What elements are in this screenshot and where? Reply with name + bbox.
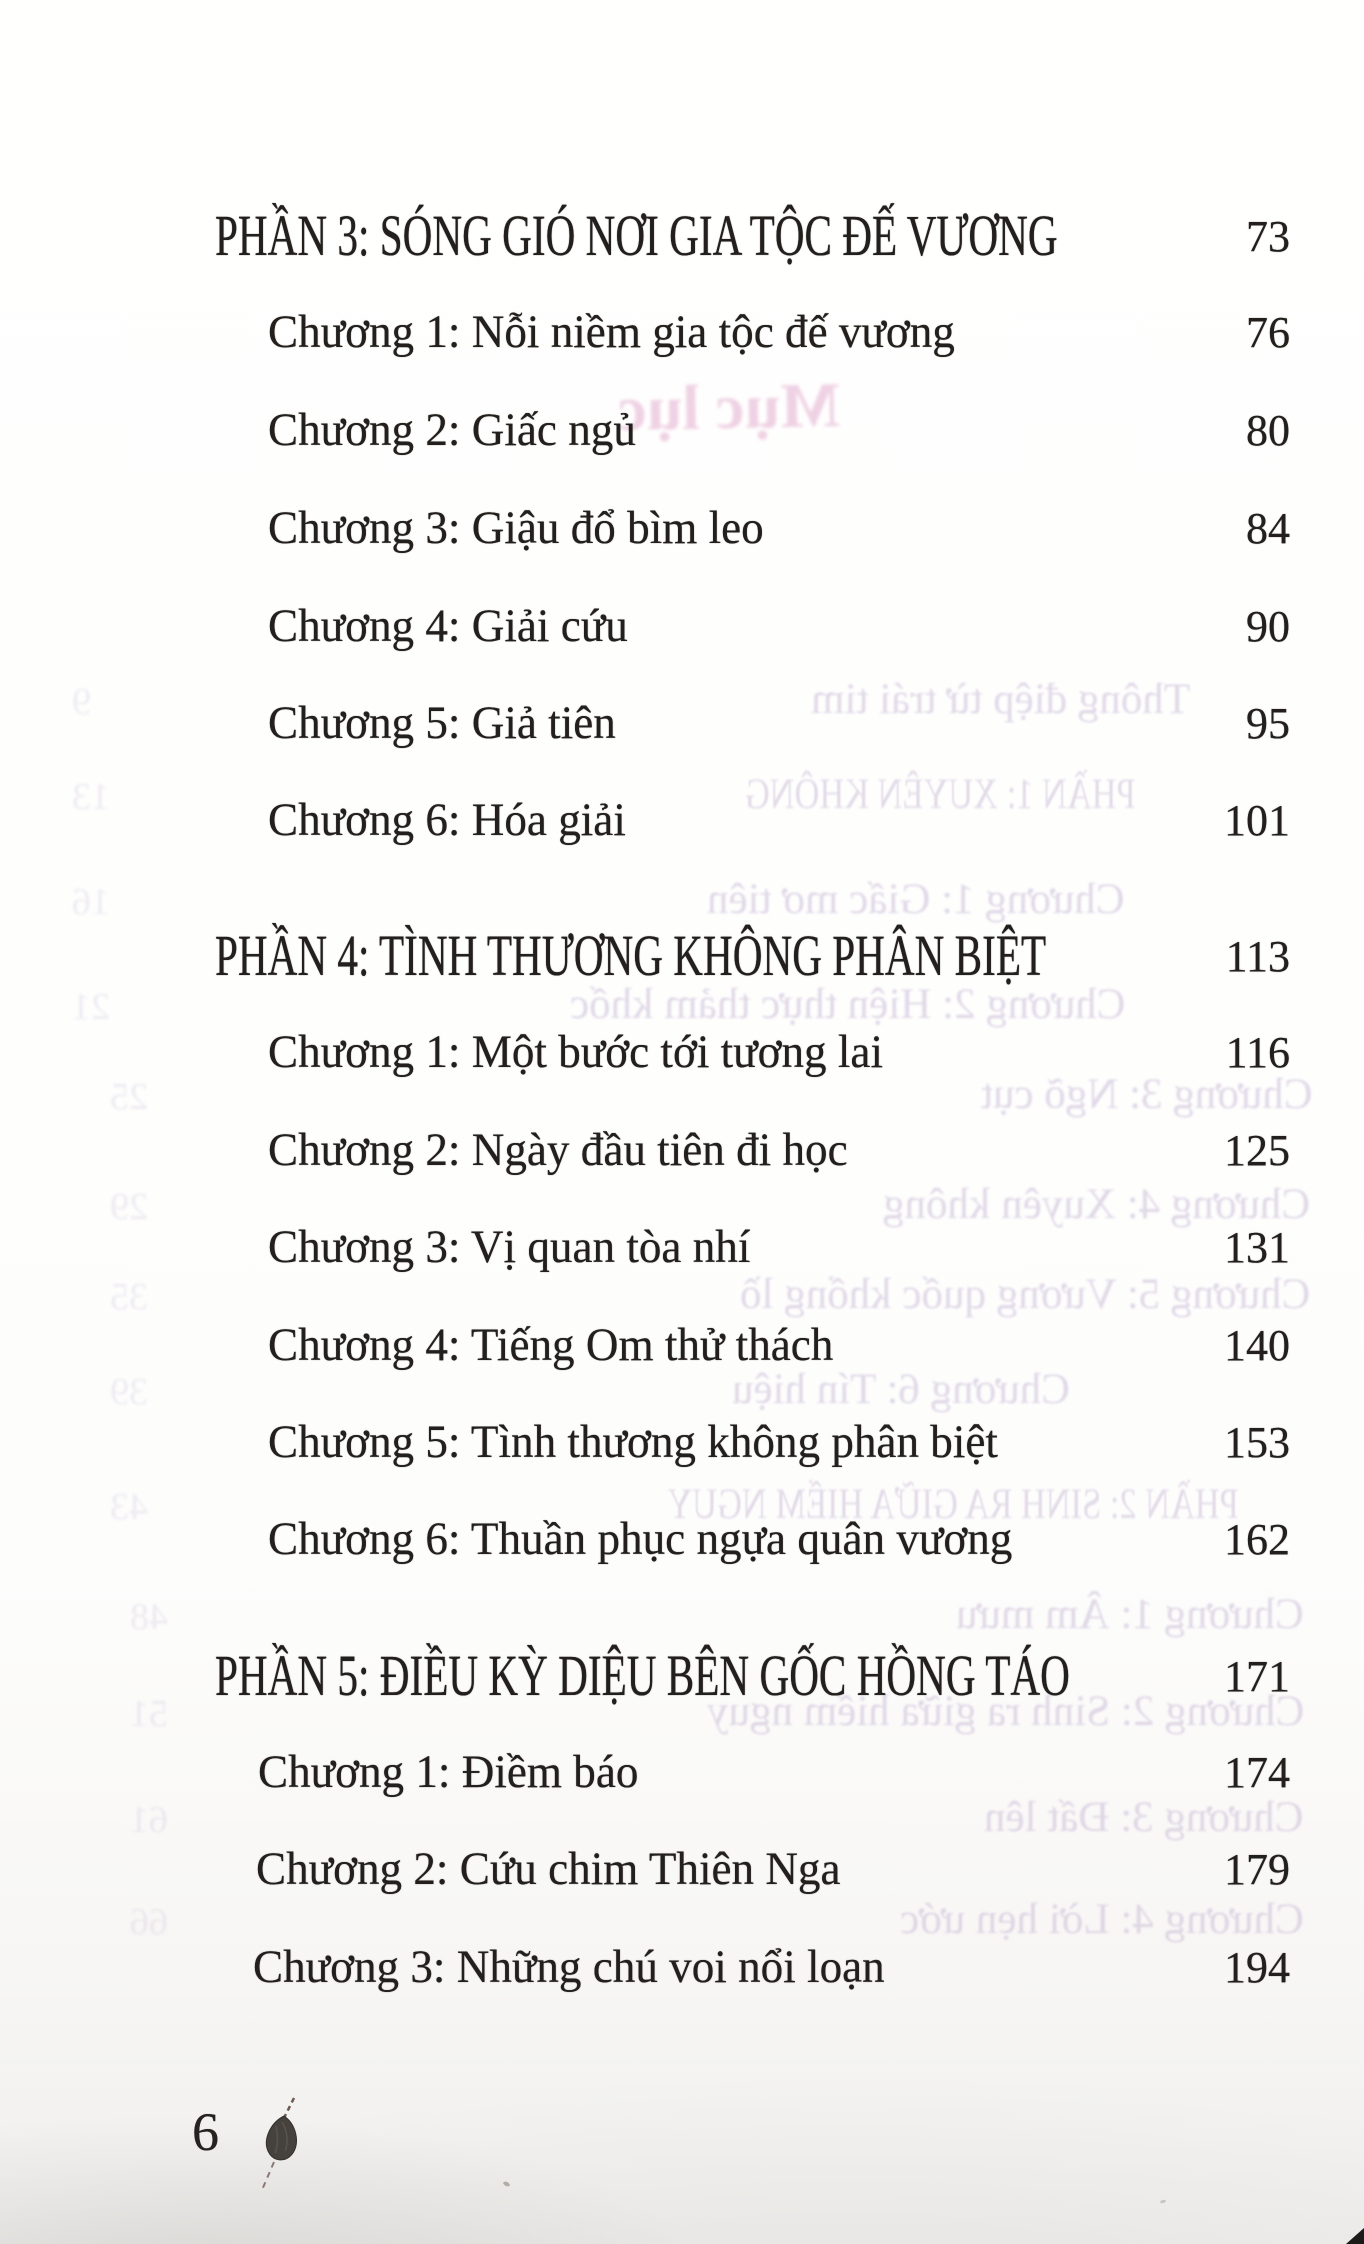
corner-shadow-mark: [1346, 2228, 1364, 2244]
toc-row-part: [215, 920, 1290, 992]
toc-entry-label: Chương 4: Tiếng Om thử thách: [268, 1319, 834, 1371]
bleed-page-number: 9: [72, 681, 91, 723]
bleed-line: Chương 6: Tín hiệu: [732, 1366, 1070, 1413]
toc-entry-label: Chương 3: Giậu đổ bìm leo: [268, 502, 764, 554]
toc-row: [253, 1935, 1290, 1999]
bleed-line: Chương 4: Lời hẹn ước: [900, 1896, 1304, 1943]
toc-entry-label: Chương 1: Một bước tới tương lai: [268, 1026, 883, 1078]
toc-entry-page: 76: [1246, 308, 1290, 357]
toc-row: [268, 1118, 1290, 1182]
toc-entry-label: Chương 4: Giải cứu: [268, 600, 628, 652]
dust-speck: [1160, 2199, 1167, 2203]
toc-entry-label: PHẦN 3: SÓNG GIÓ NƠI GIA TỘC ĐẾ VƯƠNG: [215, 203, 1058, 268]
dust-speck: [502, 2181, 510, 2188]
toc-entry-page: 194: [1224, 1943, 1290, 1992]
toc-entry-page: 95: [1246, 699, 1290, 748]
bleed-page-number: 29: [110, 1186, 148, 1228]
toc-entry-page: 80: [1246, 406, 1290, 455]
toc-entry-label: Chương 2: Giấc ngủ: [268, 404, 636, 456]
toc-entry-label: Chương 6: Hóa giải: [268, 794, 626, 846]
bleed-page-number: 35: [110, 1276, 148, 1318]
bleed-line: Chương 4: Xuyên không: [882, 1181, 1310, 1228]
folio-page-number: 6: [192, 2102, 219, 2162]
toc-row: [268, 691, 1290, 755]
bleed-page-number: 48: [130, 1596, 168, 1638]
toc-row: [256, 1837, 1290, 1901]
toc-row: [268, 398, 1290, 462]
bleed-line: Chương 1: Giấc mơ tiên: [707, 876, 1125, 923]
bleed-page-number: 61: [130, 1799, 168, 1841]
toc-row-part: [215, 1640, 1290, 1712]
bleed-line: Chương 1: Âm mưu: [956, 1591, 1304, 1638]
toc-entry-label: Chương 5: Giả tiên: [268, 697, 616, 749]
bleed-line: Chương 2: Hiện thực thảm khốc: [569, 981, 1125, 1028]
toc-entry-page: 113: [1225, 932, 1290, 981]
bleed-title-muc-luc: Mục lục: [617, 369, 841, 444]
toc-entry-label: Chương 2: Cứu chim Thiên Nga: [256, 1843, 841, 1895]
bleed-page-number: 51: [130, 1693, 168, 1735]
toc-entry-page: 101: [1224, 796, 1290, 845]
toc-entry-label: Chương 1: Nỗi niềm gia tộc đế vương: [268, 306, 955, 358]
bleed-line: PHẦN 2: SINH RA GIỮA HIỂM NGUY: [667, 1481, 1239, 1528]
toc-entry-page: 174: [1224, 1748, 1290, 1797]
toc-entry-page: 153: [1224, 1418, 1290, 1467]
toc-entry-label: Chương 3: Vị quan tòa nhí: [268, 1221, 751, 1273]
bleed-page-number: 43: [110, 1486, 148, 1528]
toc-entry-page: 90: [1246, 602, 1290, 651]
toc-entry-page: 125: [1224, 1126, 1290, 1175]
bleed-page-number: 25: [110, 1076, 148, 1118]
toc-entry-label: Chương 2: Ngày đầu tiên đi học: [268, 1124, 848, 1176]
bleed-page-number: 13: [72, 776, 110, 818]
toc-entry-label: Chương 5: Tình thương không phân biệt: [268, 1416, 998, 1468]
toc-row: [268, 1507, 1290, 1571]
toc-row: [268, 1313, 1290, 1377]
toc-entry-page: 73: [1246, 212, 1290, 261]
bleed-page-number: 66: [130, 1901, 168, 1943]
bleed-line: PHẦN 1: XUYÊN KHÔNG: [745, 771, 1137, 818]
toc-entry-label: Chương 1: Điềm báo: [258, 1746, 639, 1798]
toc-row: [268, 496, 1290, 560]
bleed-line: Chương 3: Đất lên: [984, 1794, 1304, 1841]
bleed-page-number: 16: [72, 881, 110, 923]
toc-entry-page: 84: [1246, 504, 1290, 553]
toc-entry-label: PHẦN 4: TÌNH THƯƠNG KHÔNG PHÂN BIỆT: [215, 923, 1047, 988]
toc-entry-page: 140: [1224, 1321, 1290, 1370]
bleed-page-number: 39: [110, 1371, 148, 1413]
toc-entry-page: 116: [1225, 1028, 1290, 1077]
toc-entry-page: 162: [1224, 1515, 1290, 1564]
toc-row: [268, 1020, 1290, 1084]
leaf-icon: [254, 2096, 306, 2197]
bleed-page-number: 21: [72, 986, 110, 1028]
toc-entry-label: PHẦN 5: ĐIỀU KỲ DIỆU BÊN GỐC HỒNG TÁO: [215, 1643, 1070, 1708]
toc-entry-label: Chương 3: Những chú voi nổi loạn: [253, 1941, 885, 1993]
bleed-line: Chương 5: Vương quốc khổng lồ: [739, 1271, 1310, 1318]
toc-entry-page: 131: [1224, 1223, 1290, 1272]
toc-entry-label: Chương 6: Thuần phục ngựa quân vương: [268, 1513, 1013, 1565]
bleed-line: Thông điệp từ trái tim: [810, 676, 1190, 723]
toc-row: [268, 300, 1290, 364]
bleed-line: Chương 3: Ngõ cụt: [981, 1071, 1313, 1118]
toc-entry-page: 179: [1224, 1845, 1290, 1894]
toc-row: [268, 1410, 1290, 1474]
toc-row: [268, 594, 1290, 658]
bleed-line: Chương 2: Sinh ra giữa hiểm nguy: [706, 1688, 1304, 1735]
toc-row: [258, 1740, 1290, 1804]
toc-row: [268, 788, 1290, 852]
toc-row: [268, 1215, 1290, 1279]
toc-entry-page: 171: [1224, 1652, 1290, 1701]
toc-row-part: [215, 200, 1290, 272]
